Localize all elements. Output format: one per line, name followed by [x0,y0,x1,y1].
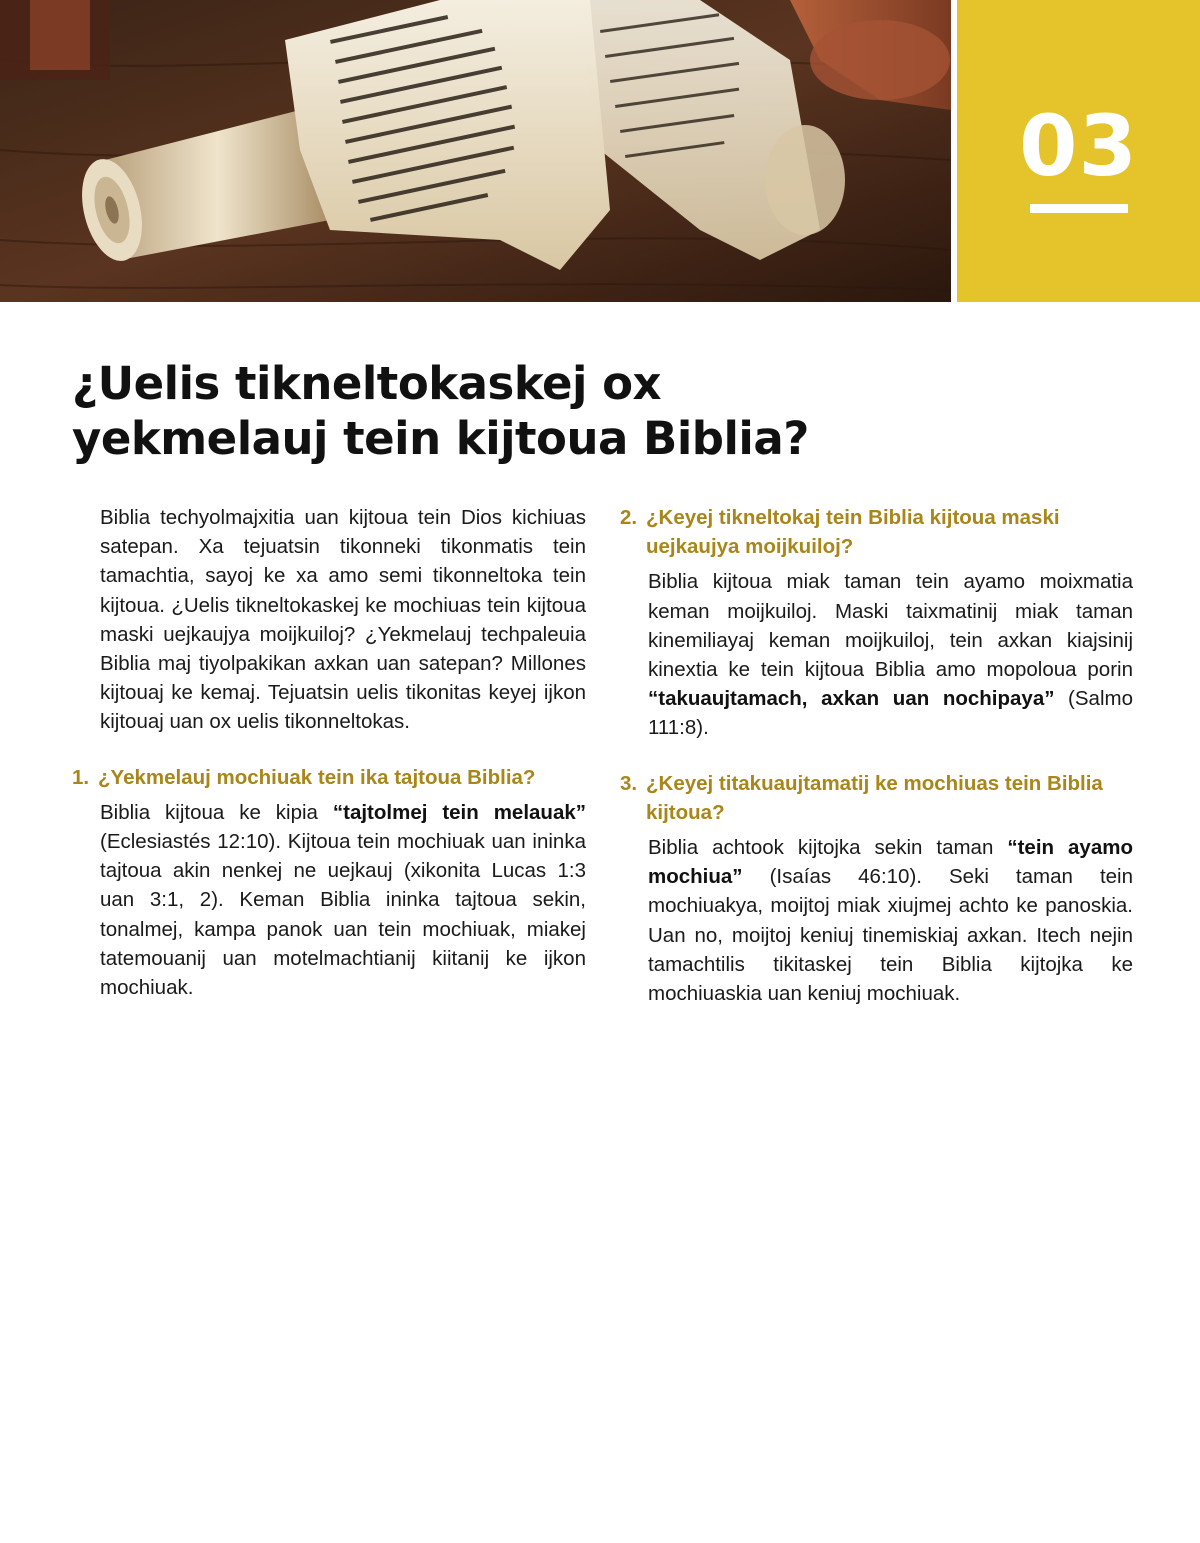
question-text: ¿Keyej titakuaujtamatij ke mochiuas tein Biblia kijtoua? [646,771,1103,824]
answer-text: (Isaías 46:10). Seki taman tein mochiuakya, moijtoj miak xiujmej achto ke panoskia. Uan no, moijtoj keniuj tinemiskiaj axkan. Itech nejin tamachtilis tikitaskej tein Biblia kijtojka ke mochiuaskia uan keniuj mochiuak. [648,865,1133,1006]
scrolls-illustration [0,0,951,302]
question-number: 1. [72,765,90,789]
question-3-heading [620,769,1133,827]
question-number: 3. [620,771,638,795]
question-2-answer [620,567,1133,742]
question-1-answer [72,798,586,1002]
answer-text: (Salmo 111:8). [648,687,1133,740]
page-title: ¿Uelis tikneltokaskej ox yekmelauj tein kijtoua Biblia? [72,357,809,465]
hero-photo-scrolls [0,0,951,302]
question-2-heading [620,503,1133,561]
answer-text: Biblia achtook kijtojka sekin taman [648,836,1008,860]
question-1-heading [72,763,586,792]
answer-quote: “tein ayamo mochiua” [648,836,1133,889]
answer-quote: “takuaujtamach, axkan uan nochipaya” [648,687,1055,711]
right-column [620,503,1133,1008]
lesson-number-underline [1030,204,1128,213]
left-column [72,503,586,1002]
question-number: 2. [620,506,638,529]
answer-quote: “tajtolmej tein melauak” [332,800,586,824]
answer-text: (Eclesiastés 12:10). Kijtoua tein mochiuak uan ininka tajtoua akin nenkej ne uejkauj (xikonita Lucas 1:3 uan 3:1, 2). Keman Biblia ininka tajtoua sekin, tonalmej, kampa panok uan tein mochiuak, miakej tatemouanij uan motelmachtianij kiitanij ke ijkon mochiuak. [100,830,586,1000]
lesson-number: 03 [1019,97,1138,195]
question-text: ¿Yekmelauj mochiuak tein ika tajtoua Biblia? [98,765,536,789]
answer-text: Biblia kijtoua miak taman tein ayamo moixmatia keman moijkuiloj. Maski taixmatinij miak taman kinemiliayaj keman moijkuiloj, tein axkan kiajsinij kinextia ke tein kijtoua Biblia amo mopoloua porin [648,570,1133,682]
intro-paragraph: Biblia techyolmajxitia uan kijtoua tein Dios kichiuas satepan. Xa tejuatsin tikonneki tikonmatis tein tamachtia, sayoj ke xa amo semi tikonneltoka tein kijtoua. ¿Uelis tikneltokaskej ke mochiuas tein kijtoua maski uejkaujya moijkuiloj? ¿Yekmelauj techpaleuia Biblia maj tiyolpakikan axkan uan satepan? Millones kijtouaj ke kemaj. Tejuatsin uelis tikonitas keyej ijkon kijtouaj uan ox uelis tikonneltokas. [100,506,586,734]
answer-text: Biblia kijtoua ke kipia [100,800,333,824]
question-text: ¿Keyej tikneltokaj tein Biblia kijtoua maski uejkaujya moijkuiloj? [646,506,1060,559]
lesson-number-badge [957,0,1200,302]
question-3-answer [620,833,1133,1008]
